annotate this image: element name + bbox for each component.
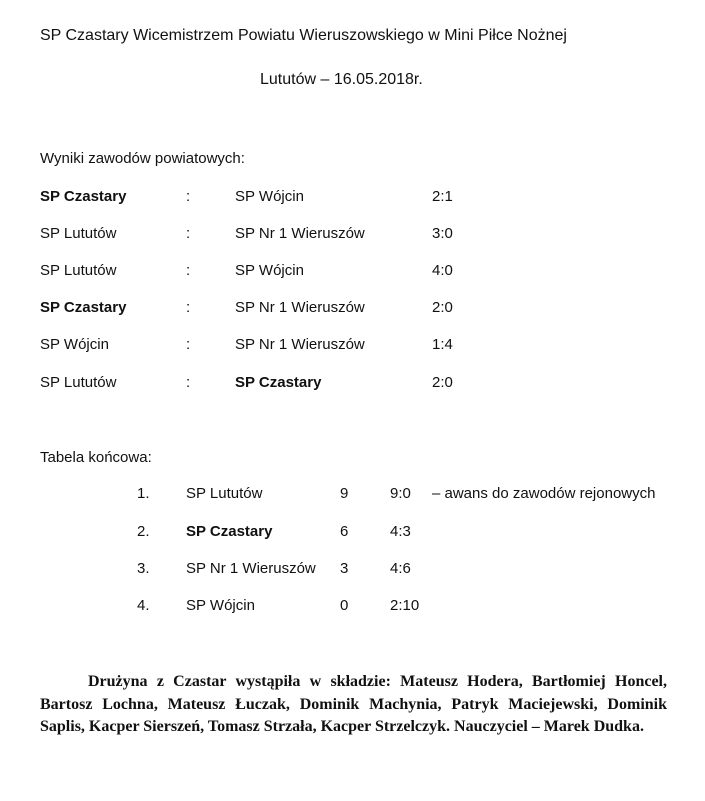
standings-points: 6 xyxy=(340,523,349,540)
match-away-team: SP Wójcin xyxy=(235,188,304,205)
standings-place: 2. xyxy=(137,523,150,540)
match-separator: : xyxy=(186,188,191,205)
match-separator: : xyxy=(186,299,191,316)
event-date: Lututów – 16.05.2018r. xyxy=(260,71,423,88)
results-heading: Wyniki zawodów powiatowych: xyxy=(40,150,245,167)
standings-heading: Tabela końcowa: xyxy=(40,449,152,466)
match-home-team: SP Lututów xyxy=(40,374,117,391)
match-score: 3:0 xyxy=(432,225,453,242)
match-home-team: SP Czastary xyxy=(40,299,127,316)
standings-goals: 4:6 xyxy=(390,560,411,577)
standings-team: SP Wójcin xyxy=(186,597,255,614)
standings-goals: 2:10 xyxy=(390,597,420,614)
match-score: 1:4 xyxy=(432,336,453,353)
match-home-team: SP Czastary xyxy=(40,188,127,205)
match-score: 2:0 xyxy=(432,374,453,391)
match-separator: : xyxy=(186,336,191,353)
match-home-team: SP Lututów xyxy=(40,262,117,279)
match-separator: : xyxy=(186,225,191,242)
match-away-team: SP Nr 1 Wieruszów xyxy=(235,225,365,242)
standings-goals: 9:0 xyxy=(390,485,411,502)
standings-points: 3 xyxy=(340,560,349,577)
squad-paragraph: Drużyna z Czastar wystąpiła w składzie: Mateusz Hodera, Bartłomiej Honcel, Bartosz Lochna, Mateusz Łuczak, Dominik Machynia, Patryk Maciejewski, Dominik Saplis, Kacper Sierszeń, Tomasz Strzała, Kacper Strzelczyk. Nauczyciel – Marek Dudka. xyxy=(40,673,667,735)
match-separator: : xyxy=(186,262,191,279)
standings-place: 1. xyxy=(137,485,150,502)
match-home-team: SP Wójcin xyxy=(40,336,109,353)
standings-goals: 4:3 xyxy=(390,523,411,540)
standings-note: – awans do zawodów rejonowych xyxy=(432,485,656,502)
standings-team: SP Nr 1 Wieruszów xyxy=(186,560,316,577)
match-away-team: SP Czastary xyxy=(235,374,322,391)
match-separator: : xyxy=(186,374,191,391)
match-score: 4:0 xyxy=(432,262,453,279)
match-home-team: SP Lututów xyxy=(40,225,117,242)
match-score: 2:0 xyxy=(432,299,453,316)
standings-team: SP Czastary xyxy=(186,523,273,540)
standings-points: 9 xyxy=(340,485,349,502)
standings-points: 0 xyxy=(340,597,349,614)
standings-place: 3. xyxy=(137,560,150,577)
match-away-team: SP Nr 1 Wieruszów xyxy=(235,299,365,316)
match-away-team: SP Wójcin xyxy=(235,262,304,279)
standings-place: 4. xyxy=(137,597,150,614)
page-title: SP Czastary Wicemistrzem Powiatu Wieruszowskiego w Mini Piłce Nożnej xyxy=(40,27,567,44)
standings-team: SP Lututów xyxy=(186,485,263,502)
match-away-team: SP Nr 1 Wieruszów xyxy=(235,336,365,353)
match-score: 2:1 xyxy=(432,188,453,205)
